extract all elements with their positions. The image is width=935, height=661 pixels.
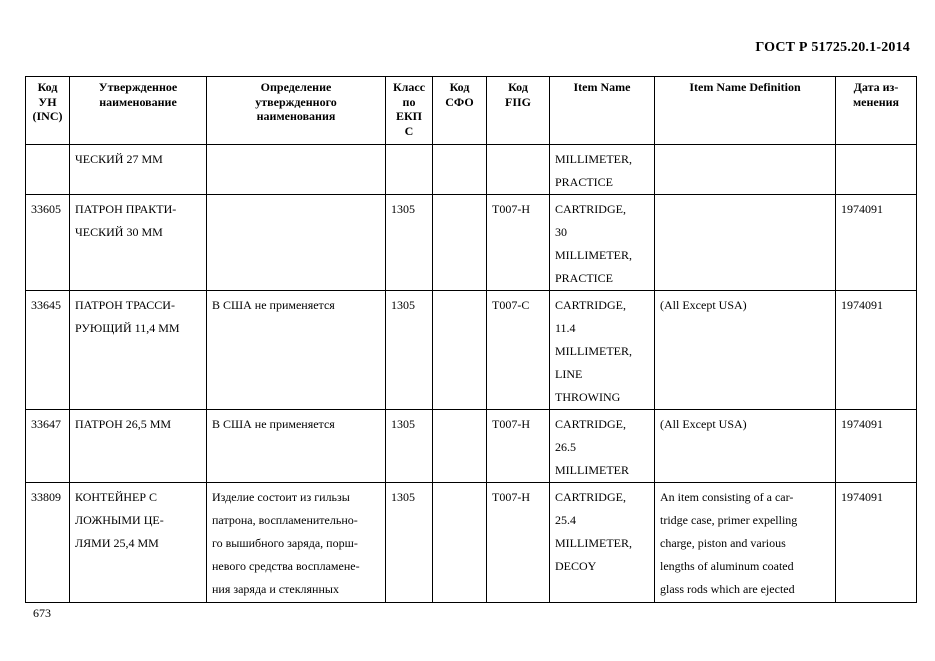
cell-class <box>386 291 433 410</box>
header-text: УН <box>38 94 57 109</box>
cell-item-name-definition <box>655 145 836 195</box>
cell-text: В США не применяется <box>212 298 335 312</box>
cell-inc-code <box>26 145 70 195</box>
cell-text: LINE <box>555 367 583 381</box>
header-text: наименования <box>256 109 336 123</box>
cell-fiig-code <box>487 410 550 483</box>
column-header-sfo-code <box>433 77 487 145</box>
cell-text: charge, piston and various <box>660 536 786 550</box>
cell-fiig-code <box>487 483 550 603</box>
header-text: наименование <box>99 94 177 109</box>
cell-text: (All Except USA) <box>660 298 747 312</box>
column-header-class <box>386 77 433 145</box>
cell-approved-name <box>70 145 207 195</box>
table-row <box>26 195 917 291</box>
cell-class <box>386 195 433 291</box>
cell-text: T007-C <box>492 298 530 312</box>
cell-class <box>386 145 433 195</box>
cell-definition <box>207 145 386 195</box>
cell-text: 1974091 <box>841 202 883 216</box>
table-row <box>26 291 917 410</box>
header-text: Item Name <box>573 80 631 94</box>
cell-text: 33605 <box>31 202 61 216</box>
cell-text: CARTRIDGE, <box>555 202 626 216</box>
cell-approved-name <box>70 291 207 410</box>
cell-text: T007-H <box>492 490 530 504</box>
cell-inc-code <box>26 483 70 603</box>
cell-text: 1305 <box>391 490 415 504</box>
cell-text: ЛЯМИ 25,4 ММ <box>75 536 159 550</box>
cell-sfo-code <box>433 291 487 410</box>
cell-inc-code <box>26 291 70 410</box>
cell-item-name <box>550 483 655 603</box>
header-text: ЕКП <box>395 109 423 123</box>
column-header-item-name <box>550 77 655 145</box>
cell-sfo-code <box>433 410 487 483</box>
cell-text: ЧЕСКИЙ 30 ММ <box>75 225 163 239</box>
cell-text: CARTRIDGE, <box>555 490 626 504</box>
cell-definition <box>207 410 386 483</box>
cell-sfo-code <box>433 483 487 603</box>
cell-text: КОНТЕЙНЕР С <box>75 490 158 504</box>
document-title: ГОСТ Р 51725.20.1-2014 <box>755 40 910 55</box>
header-text: Код <box>508 80 528 94</box>
column-header-definition <box>207 77 386 145</box>
cell-item-name-definition <box>655 291 836 410</box>
cell-text: T007-H <box>492 202 530 216</box>
cell-class <box>386 410 433 483</box>
column-header-fiig-code <box>487 77 550 145</box>
cell-text: T007-H <box>492 417 530 431</box>
header-text: утвержденного <box>255 94 337 109</box>
cell-definition <box>207 291 386 410</box>
header-text: Код <box>37 80 58 94</box>
cell-text: В США не применяется <box>212 417 335 431</box>
cell-text: THROWING <box>555 390 621 404</box>
header-text: Утвержденное <box>98 80 178 94</box>
cell-text: lengths of aluminum coated <box>660 559 794 573</box>
cell-item-name <box>550 145 655 195</box>
table-row <box>26 145 917 195</box>
cell-fiig-code <box>487 145 550 195</box>
header-text: менения <box>852 94 900 109</box>
header-text: Item Name Definition <box>689 80 801 94</box>
cell-fiig-code <box>487 195 550 291</box>
header-text: С <box>404 123 414 138</box>
cell-text: 1974091 <box>841 298 883 312</box>
cell-text: tridge case, primer expelling <box>660 513 798 527</box>
cell-text: 33645 <box>31 298 61 312</box>
header-text: Определение <box>260 80 332 94</box>
cell-change-date <box>836 483 917 603</box>
header-text: FIIG <box>504 94 531 109</box>
cell-text: DECOY <box>555 559 597 573</box>
cell-text: 1974091 <box>841 417 883 431</box>
cell-approved-name <box>70 195 207 291</box>
cell-definition <box>207 195 386 291</box>
cell-text: MILLIMETER <box>555 463 629 477</box>
cell-change-date <box>836 145 917 195</box>
cell-item-name-definition <box>655 483 836 603</box>
cell-approved-name <box>70 483 207 603</box>
column-header-change-date <box>836 77 917 145</box>
header-text: Код <box>449 80 470 94</box>
cell-item-name <box>550 291 655 410</box>
cell-text: 26.5 <box>555 440 576 454</box>
cell-text: ПАТРОН ПРАКТИ- <box>75 202 177 216</box>
cell-text: 11.4 <box>555 321 576 335</box>
cell-change-date <box>836 195 917 291</box>
header-text: Класс <box>392 80 426 94</box>
cell-text: 1305 <box>391 417 415 431</box>
cell-text: 33809 <box>31 490 61 504</box>
cell-text: MILLIMETER, <box>555 248 632 262</box>
header-text: по <box>402 94 416 109</box>
header-text: СФО <box>445 94 474 109</box>
cell-text: ния заряда и стеклянных <box>212 582 339 596</box>
cell-text: патрона, воспламенительно- <box>212 513 358 527</box>
table-body <box>26 145 917 603</box>
cell-text: CARTRIDGE, <box>555 298 626 312</box>
cell-sfo-code <box>433 195 487 291</box>
cell-text: ПАТРОН 26,5 ММ <box>75 417 172 431</box>
header-text: (INC) <box>32 109 63 123</box>
cell-text: PRACTICE <box>555 175 614 189</box>
cell-text: MILLIMETER, <box>555 152 632 166</box>
table-row <box>26 410 917 483</box>
cell-fiig-code <box>487 291 550 410</box>
header-text: Дата из- <box>853 80 899 94</box>
cell-text: 1974091 <box>841 490 883 504</box>
cell-text: 1305 <box>391 298 415 312</box>
cell-text: CARTRIDGE, <box>555 417 626 431</box>
cell-text: 25.4 <box>555 513 576 527</box>
cell-text: 30 <box>555 225 567 239</box>
page-number: 673 <box>33 606 51 620</box>
cell-text: PRACTICE <box>555 271 614 285</box>
cell-class <box>386 483 433 603</box>
column-header-inc-code <box>26 77 70 145</box>
cell-text: glass rods which are ejected <box>660 582 795 596</box>
data-table <box>25 76 917 603</box>
cell-change-date <box>836 291 917 410</box>
cell-text: MILLIMETER, <box>555 536 632 550</box>
cell-text: ЛОЖНЫМИ ЦЕ- <box>75 513 164 527</box>
cell-text: 1305 <box>391 202 415 216</box>
column-header-approved-name <box>70 77 207 145</box>
cell-text: ЧЕСКИЙ 27 ММ <box>75 152 163 166</box>
cell-definition <box>207 483 386 603</box>
cell-sfo-code <box>433 145 487 195</box>
cell-approved-name <box>70 410 207 483</box>
cell-text: невого средства воспламене- <box>212 559 360 573</box>
cell-inc-code <box>26 195 70 291</box>
cell-item-name-definition <box>655 410 836 483</box>
table-header-row <box>26 77 917 145</box>
cell-text: 33647 <box>31 417 61 431</box>
cell-change-date <box>836 410 917 483</box>
column-header-item-name-definition <box>655 77 836 145</box>
cell-item-name <box>550 195 655 291</box>
cell-text: ПАТРОН ТРАССИ- <box>75 298 175 312</box>
cell-text: РУЮЩИЙ 11,4 ММ <box>75 321 180 335</box>
cell-text: (All Except USA) <box>660 417 747 431</box>
cell-text: Изделие состоит из гильзы <box>212 490 350 504</box>
cell-text: MILLIMETER, <box>555 344 632 358</box>
cell-inc-code <box>26 410 70 483</box>
table-row <box>26 483 917 603</box>
cell-text: An item consisting of a car- <box>660 490 794 504</box>
cell-text: го вышибного заряда, порш- <box>212 536 358 550</box>
cell-item-name-definition <box>655 195 836 291</box>
cell-item-name <box>550 410 655 483</box>
